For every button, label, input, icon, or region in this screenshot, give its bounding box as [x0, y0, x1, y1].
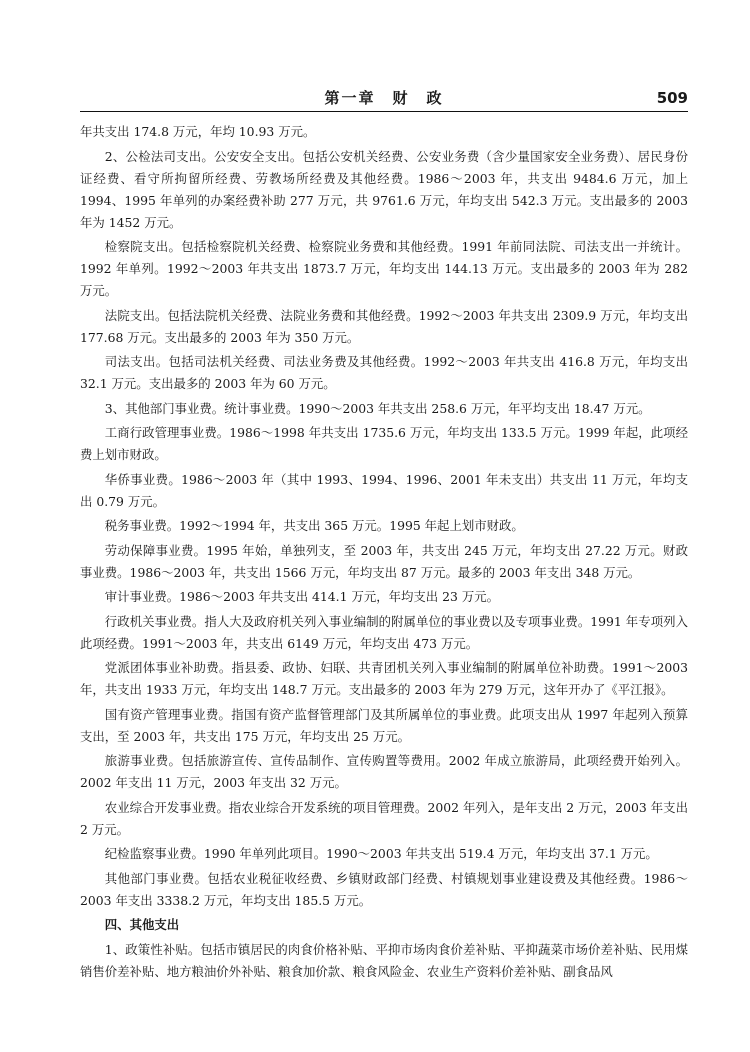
paragraph: 税务事业费。1992～1994 年，共支出 365 万元。1995 年起上划市财政。 — [104, 518, 524, 533]
paragraph: 农业综合开发事业费。指农业综合开发系统的项目管理费。2002 年列入，是年支出 2 万元，2003 年支出 2 万元。 — [80, 799, 688, 837]
paragraph: 其他部门事业费。包括农业税征收经费、乡镇财政部门经费、村镇规划事业建设费及其他经费。1986～2003 年支出 3338.2 万元，年均支出 185.5 万元。 — [80, 870, 688, 908]
paragraph: 年共支出 174.8 万元，年均 10.93 万元。 — [80, 124, 316, 139]
paragraph: 司法支出。包括司法机关经费、司法业务费及其他经费。1992～2003 年共支出 416.8 万元，年均支出 32.1 万元。支出最多的 2003 年为 60 万元。 — [80, 354, 688, 391]
paragraph: 行政机关事业费。指人大及政府机关列入事业编制的附属单位的事业费以及专项事业费。1991 年专项列入此项经费。1991～2003 年，共支出 6149 万元，年均支出 473 万元。 — [80, 613, 688, 651]
paragraph: 旅游事业费。包括旅游宣传、宣传品制作、宣传购置等费用。2002 年成立旅游局，此项经费开始列入。2002 年支出 11 万元，2003 年支出 32 万元。 — [80, 753, 688, 790]
paragraph: 国有资产管理事业费。指国有资产监督管理部门及其所属单位的事业费。此项支出从 1997 年起列入预算支出，至 2003 年，共支出 175 万元，年均支出 25 万元。 — [80, 706, 688, 744]
paragraph: 劳动保障事业费。1995 年始，单独列支，至 2003 年，共支出 245 万元，年均支出 27.22 万元。财政事业费。1986～2003 年，共支出 1566 万元，年均支出 87 万元。最多的 2003 年支出 348 万元。 — [80, 542, 688, 580]
paragraph: 检察院支出。包括检察院机关经费、检察院业务费和其他经费。1991 年前同法院、司法支出一并统计。1992 年单列。1992～2003 年共支出 1873.7 万元，年均支出 144.13 万元。支出最多的 2003 年为 282 万元。 — [80, 239, 688, 298]
paragraph: 法院支出。包括法院机关经费、法院业务费和其他经费。1992～2003 年共支出 2309.9 万元，年均支出 177.68 万元。支出最多的 2003 年为 350 万元。 — [80, 307, 688, 345]
paragraph: 2、公检法司支出。公安安全支出。包括公安机关经费、公安业务费（含少量国家安全业务费）、居民身份证经费、看守所拘留所经费、劳教场所经费及其他经费。1986～2003 年，共支出 9484.6 万元，加上 1994、1995 年单列的办案经费补助 277 万元，共 9761.6 万元，年均支出 542.3 万元。支出最多的 2003 年为 1452 万元。 — [80, 148, 688, 230]
body-text — [80, 121, 688, 985]
paragraph: 工商行政管理事业费。1986～1998 年共支出 1735.6 万元，年均支出 133.5 万元。1999 年起，此项经费上划市财政。 — [80, 425, 688, 462]
chapter-title: 第一章 财 政 — [324, 89, 444, 107]
paragraph: 1、政策性补贴。包括市镇居民的肉食价格补贴、平抑市场肉食价差补贴、平抑蔬菜市场价差补贴、民用煤销售价差补贴、地方粮油价外补贴、粮食加价款、粮食风险金、农业生产资料价差补贴、副食品风 — [80, 941, 688, 979]
paragraph: 审计事业费。1986～2003 年共支出 414.1 万元，年均支出 23 万元。 — [104, 589, 499, 604]
header-rule — [80, 111, 688, 112]
section-heading: 四、其他支出 — [104, 917, 180, 932]
page-number: 509 — [656, 89, 688, 107]
paragraph: 华侨事业费。1986～2003 年（其中 1993、1994、1996、2001 年未支出）共支出 11 万元，年均支出 0.79 万元。 — [80, 471, 688, 509]
paragraph: 3、其他部门事业费。统计事业费。1990～2003 年共支出 258.6 万元，年平均支出 18.47 万元。 — [104, 400, 651, 416]
paragraph: 党派团体事业补助费。指县委、政协、妇联、共青团机关列入事业编制的附属单位补助费。1991～2003 年，共支出 1933 万元，年均支出 148.7 万元。支出最多的 2003 年为 279 万元，这年开办了《平江报》。 — [80, 660, 688, 697]
running-header — [80, 86, 688, 110]
paragraph: 纪检监察事业费。1990 年单列此项目。1990～2003 年共支出 519.4 万元，年均支出 37.1 万元。 — [104, 846, 658, 861]
